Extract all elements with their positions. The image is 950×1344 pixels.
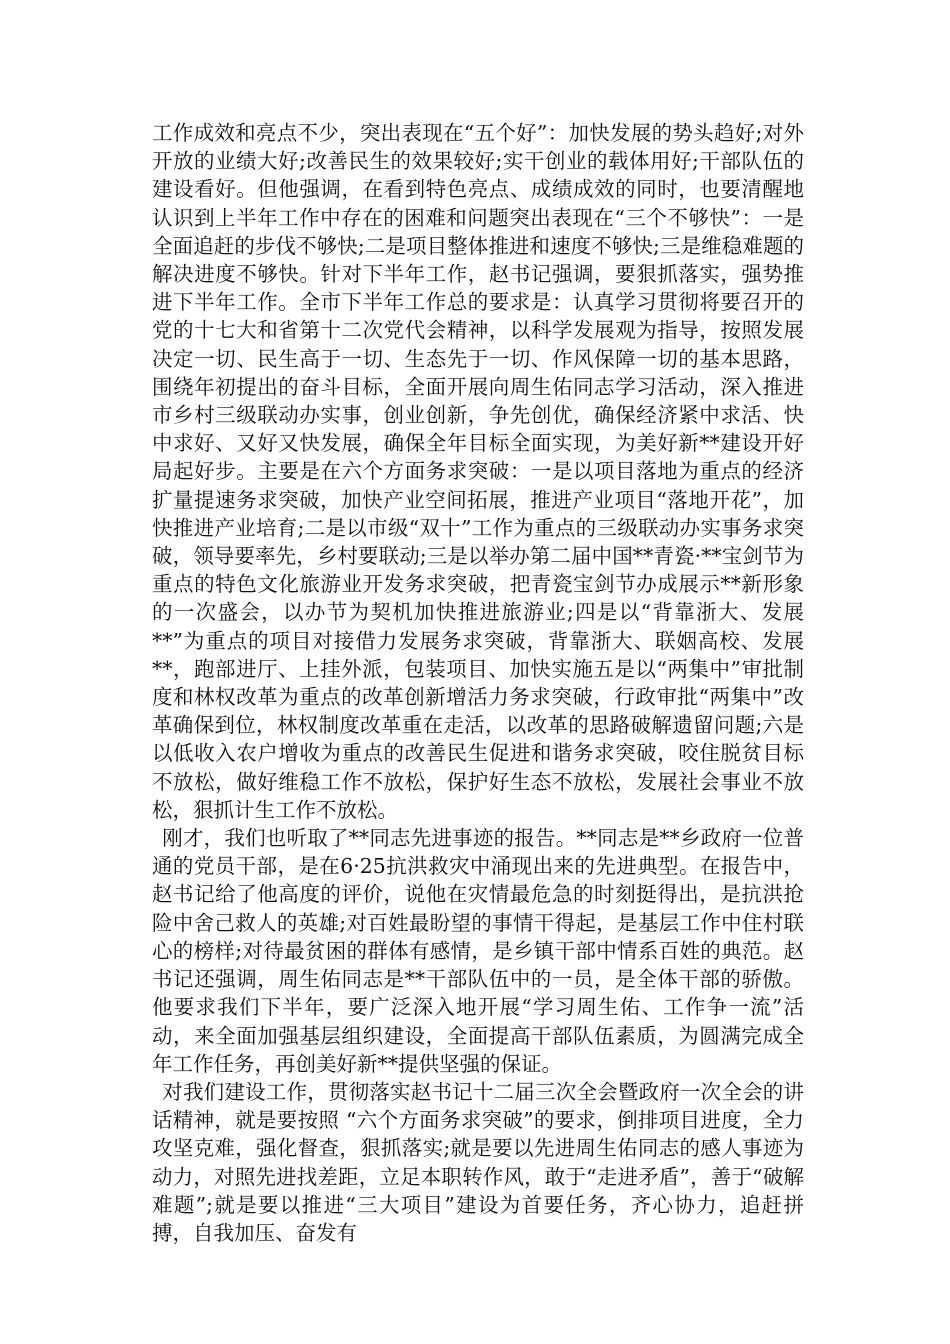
paragraph-3: 对我们建设工作，贯彻落实赵书记十二届三次全会暨政府一次全会的讲话精神，就是要按照 “六个方面务求突破”的要求，倒排项目进度，全力攻坚克难，强化督查，狠抓落实;就是要以先进周生佑同志的感人事迹为动力，对照先进找差距，立足本职转作风，敢于“走进矛盾”，善于“破解难题”;就是要以推进“三大项目”建设为首要任务，齐心协力，追赶拼搏，自我加压、奋发有 [152,1079,804,1245]
document-body [152,119,804,1247]
paragraph-2: 刚才，我们也听取了**同志先进事迹的报告。**同志是**乡政府一位普通的党员干部，是在6·25抗洪救灾中涌现出来的先进典型。在报告中，赵书记给了他高度的评价，说他在灾情最危急的时刻挺得出，是抗洪抢险中舍己救人的英雄;对百姓最盼望的事情干得起，是基层工作中住村联心的榜样;对待最贫困的群体有感情，是乡镇干部中情系百姓的典范。赵书记还强调，周生佑同志是**干部队伍中的一员，是全体干部的骄傲。他要求我们下半年，要广泛深入地开展“学习周生佑、工作争一流”活动，来全面加强基层组织建设，全面提高干部队伍素质，为圆满完成全年工作任务，再创美好新**提供坚强的保证。 [152,826,804,1076]
paragraph-1: 工作成效和亮点不少，突出表现在“五个好”：加快发展的势头趋好;对外开放的业绩大好;改善民生的效果较好;实干创业的载体用好;干部队伍的建设看好。但他强调，在看到特色亮点、成绩成效的同时，也要清醒地认识到上半年工作中存在的困难和问题突出表现在“三个不够快”：一是全面追赶的步伐不够快;二是项目整体推进和速度不够快;三是维稳难题的解决进度不够快。针对下半年工作，赵书记强调，要狠抓落实，强势推进下半年工作。全市下半年工作总的要求是：认真学习贯彻将要召开的党的十七大和省第十二次党代会精神，以科学发展观为指导，按照发展决定一切、民生高于一切、生态先于一切、作风保障一切的基本思路，围绕年初提出的奋斗目标，全面开展向周生佑同志学习活动，深入推进市乡村三级联动办实事，创业创新，争先创优，确保经济紧中求活、快中求好、又好又快发展，确保全年目标全面实现，为美好新**建设开好局起好步。主要是在六个方面务求突破：一是以项目落地为重点的经济扩量提速务求突破，加快产业空间拓展，推进产业项目“落地开花”，加快推进产业培育;二是以市级“双十”工作为重点的三级联动办实事务求突破，领导要率先，乡村要联动;三是以举办第二届中国**青瓷·**宝剑节为重点的特色文化旅游业开发务求突破，把青瓷宝剑节办成展示**新形象的一次盛会，以办节为契机加快推进旅游业;四是以“背靠浙大、发展**”为重点的项目对接借力发展务求突破，背靠浙大、联姻高校、发展**，跑部进厅、上挂外派，包装项目、加快实施五是以“两集中”审批制度和林权改革为重点的改革创新增活力务求突破，行政审批“两集中”改革确保到位，林权制度改革重在走活，以改革的思路破解遗留问题;六是以低收入农户增收为重点的改善民生促进和谐务求突破，咬住脱贫目标不放松，做好维稳工作不放松，保护好生态不放松，发展社会事业不放松，狠抓计生工作不放松。 [152,121,804,822]
